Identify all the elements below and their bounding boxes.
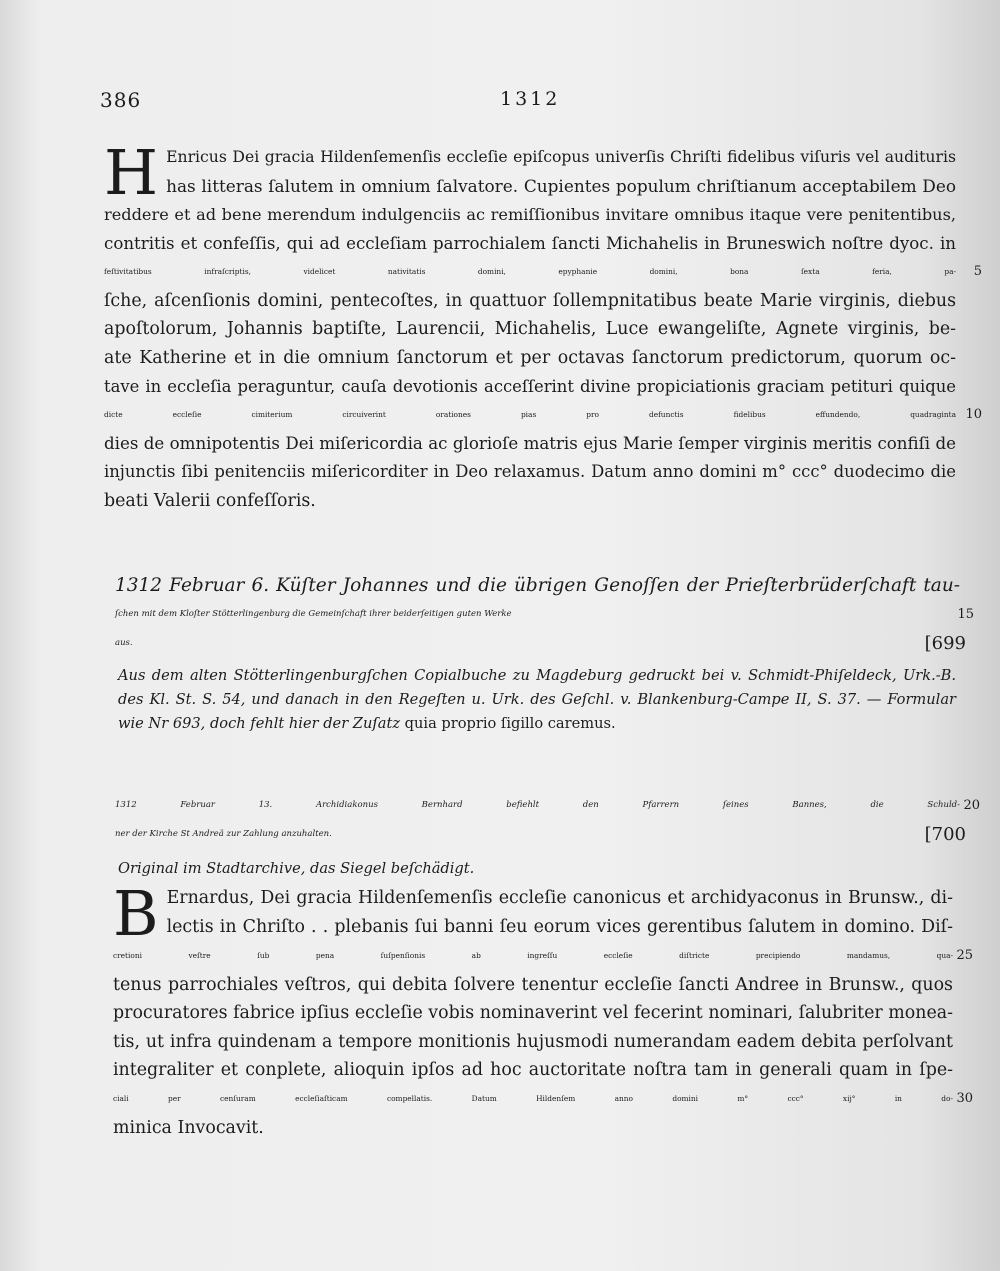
regest-line: ner der Kirche St Andreä zur Zahlung anzuhalten. [700 — [115, 820, 960, 849]
charter-line: Ernardus, Dei gracia Hildenſemenſis eccleſie canonicus et archidyaconus in Brunsw., di- — [166, 888, 953, 908]
charter-bernardus — [113, 877, 973, 1142]
regest-line: ſchen mit dem Kloſter Stötterlingenburg die Gemeinſchaft ihrer beiderſeitigen guten Werke 15 — [115, 600, 960, 629]
note-line: Original im Stadtarchive, das Siegel beſchädigt. — [118, 860, 475, 877]
charter-line: dies de omnipotentis Dei miſericordia ac glorioſe matris ejus Marie ſemper virginis meritis confiſi de — [104, 433, 956, 453]
quoted-formula: quia proprio ſigillo caremus. — [404, 715, 616, 732]
charter-line: beati Valerii confeſſoris. — [104, 490, 316, 511]
charter-line: procuratores fabrice ipſius eccleſie vobis nominaverint vel fecerint nominari, ſalubriter monea- — [113, 1003, 953, 1024]
charter-line: minica Invocavit. — [113, 1117, 264, 1138]
page-header — [100, 88, 960, 118]
note-line: des Kl. St. S. 54, und danach in den Regeſten u. Urk. des Geſchl. v. Blankenburg-Campe II, S. 37. — Formular — [118, 691, 956, 708]
regest-line: 1312 Februar 13. Archidiakonus Bernhard befiehlt den Pfarrern ſeines Bannes, die Schuld- 20 — [115, 791, 960, 820]
note-line: wie Nr 693, doch fehlt hier der Zuſatz quia proprio ſigillo caremus. — [118, 715, 616, 732]
line-number: 15 — [957, 607, 974, 622]
regest-699 — [115, 571, 974, 658]
document-number: [699 — [924, 633, 966, 654]
charter-line: tave in eccleſia peraguntur, cauſa devotionis acceſſerint divine propiciationis graciam petituri quique — [104, 376, 956, 396]
charter-line: cretioni veſtre ſub pena ſuſpenſionis ab ingreſſu eccleſie diſtricte precipiendo mandamus, qua- 25 — [113, 942, 953, 971]
line-number: 25 — [956, 948, 973, 963]
dropcap-b: B — [113, 877, 159, 950]
charter-line: apoſtolorum, Johannis baptiſte, Laurencii, Michahelis, Luce ewangeliſte, Agnete virginis, be- — [104, 319, 956, 340]
charter-line: ate Katherine et in die omnium ſanctorum et per octavas ſanctorum predictorum, quorum oc- — [104, 347, 956, 368]
line-number: 10 — [965, 407, 982, 423]
charter-line: contritis et confeſſis, qui ad eccleſiam parrochialem ſancti Michahelis in Bruneswich noſtre dyoc. in — [104, 233, 956, 253]
regest-line: 1312 Februar 6. Küſter Johannes und die übrigen Genoſſen der Prieſterbrüderſchaft tau- — [115, 575, 960, 596]
document-number: [700 — [924, 824, 966, 845]
charter-line: ciali per cenſuram eccleſiaſticam compellatis. Datum Hildenſem anno domini m° ccc° xij° in do- 30 — [113, 1085, 953, 1114]
charter-line: tenus parrochiales veſtros, qui debita ſolvere tenentur eccleſie ſancti Andree in Brunsw., quos — [113, 974, 953, 995]
charter-line: injunctis ſibi penitenciis miſericorditer in Deo relaxamus. Datum anno domini m° ccc° duodecimo die — [104, 462, 956, 482]
line-number: 30 — [956, 1090, 973, 1106]
charter-line: has litteras ſalutem in omnium ſalvatore. Cupientes populum chriſtianum acceptabilem Deo — [166, 175, 956, 196]
charter-line: reddere et ad bene merendum indulgenciis ac remiſſionibus invitare omnibus itaque vere penitentibus, — [104, 205, 956, 224]
line-number: 5 — [973, 264, 982, 280]
dropcap-h: H — [104, 136, 159, 209]
regest-700 — [115, 791, 980, 849]
charter-henricus — [104, 136, 982, 516]
regest-line: aus. [699 — [115, 629, 960, 658]
note-line: Aus dem alten Stötterlingenburgſchen Copialbuche zu Magdeburg gedruckt bei v. Schmidt-Phiſeldeck, Urk.-B. — [118, 667, 956, 684]
charter-line: lectis in Chriſto . . plebanis ſui banni ſeu eorum vices gerentibus ſalutem in domino. Diſ- — [166, 916, 953, 937]
charter-line: integraliter et conplete, alioquin ipſos ad hoc auctoritate noſtra tam in generali quam in ſpe- — [113, 1060, 953, 1081]
running-year-heading: 1312 — [500, 88, 561, 110]
source-note-700 — [118, 857, 956, 881]
charter-line: Enricus Dei gracia Hildenſemenſis eccleſie epiſcopus univerſis Chriſti fidelibus viſuris vel audituris — [166, 147, 956, 166]
source-note-699 — [118, 664, 956, 736]
page-number: 386 — [100, 88, 142, 112]
line-number: 20 — [963, 798, 980, 813]
charter-line: dicte eccleſie cimiterium circuiverint orationes pias pro defunctis fidelibus effundendo, quadraginta 10 — [104, 401, 956, 430]
charter-line: feſtivitatibus infraſcriptis, videlicet nativitatis domini, epyphanie domini, bona ſexta feria, pa- 5 — [104, 258, 956, 287]
charter-line: ſche, aſcenſionis domini, pentecoſtes, in quattuor ſollempnitatibus beate Marie virginis, diebus — [104, 290, 956, 311]
charter-line: tis, ut infra quindenam a tempore monitionis hujusmodi numerandam eadem debita perſolvant — [113, 1031, 953, 1052]
